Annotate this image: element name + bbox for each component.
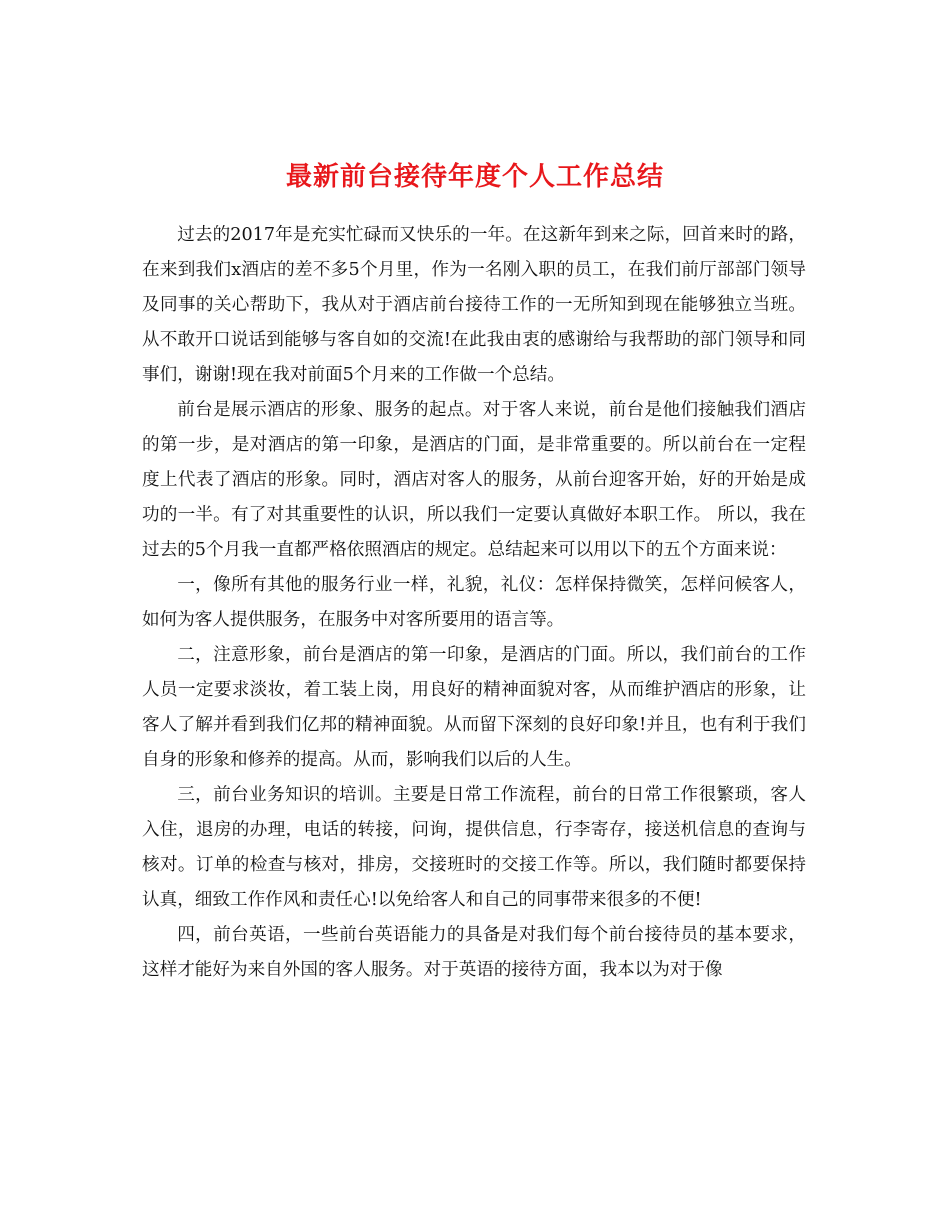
paragraph-point-four: 四，前台英语，一些前台英语能力的具备是对我们每个前台接待员的基本要求，这样才能好为来自外国的客人服务。对于英语的接待方面，我本以为对于像 xyxy=(142,925,806,980)
document-body xyxy=(142,218,806,988)
paragraph-point-three: 三，前台业务知识的培训。主要是日常工作流程，前台的日常工作很繁琐，客人入住，退房的办理，电话的转接，问询，提供信息，行李寄存，接送机信息的查询与核对。订单的检查与核对，排房，交接班时的交接工作等。所以，我们随时都要保持认真，细致工作作风和责任心!以免给客人和自己的同事带来很多的不便! xyxy=(142,785,806,910)
paragraph-point-two: 二，注意形象，前台是酒店的第一印象，是酒店的门面。所以，我们前台的工作人员一定要求淡妆，着工装上岗，用良好的精神面貌对客，从而维护酒店的形象，让客人了解并看到我们亿邦的精神面貌。从而留下深刻的良好印象!并且，也有利于我们自身的形象和修养的提高。从而，影响我们以后的人生。 xyxy=(142,645,806,770)
paragraph-point-one: 一，像所有其他的服务行业一样，礼貌，礼仪：怎样保持微笑，怎样问候客人，如何为客人提供服务，在服务中对客所要用的语言等。 xyxy=(142,575,806,630)
paragraph-front-desk-role: 前台是展示酒店的形象、服务的起点。对于客人来说，前台是他们接触我们酒店的第一步，是对酒店的第一印象，是酒店的门面，是非常重要的。所以前台在一定程度上代表了酒店的形象。同时，酒店对客人的服务，从前台迎客开始，好的开始是成功的一半。有了对其重要性的认识，所以我们一定要认真做好本职工作。 所以，我在过去的5个月我一直都严格依照酒店的规定。总结起来可以用以下的五个方面来说： xyxy=(142,400,806,560)
document-title: 最新前台接待年度个人工作总结 xyxy=(285,162,664,193)
paragraph-intro: 过去的2017年是充实忙碌而又快乐的一年。在这新年到来之际，回首来时的路，在来到我们x酒店的差不多5个月里，作为一名刚入职的员工，在我们前厅部部门领导及同事的关心帮助下，我从对于酒店前台接待工作的一无所知到现在能够独立当班。从不敢开口说话到能够与客自如的交流!在此我由衷的感谢给与我帮助的部门领导和同事们，谢谢!现在我对前面5个月来的工作做一个总结。 xyxy=(142,225,806,385)
